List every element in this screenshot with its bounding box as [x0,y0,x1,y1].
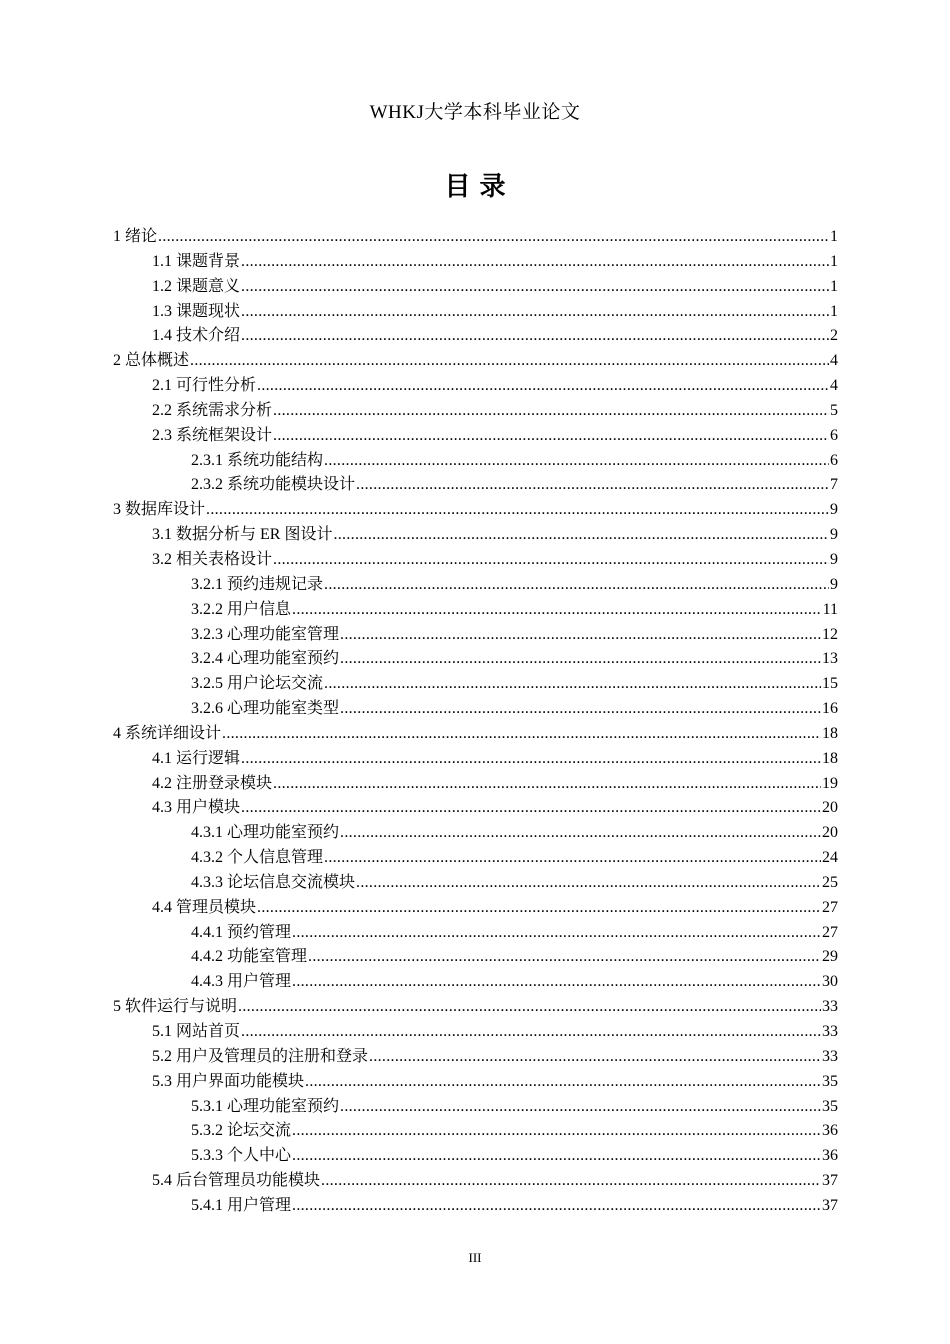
toc-dot-leader [241,796,821,821]
toc-dot-leader [273,548,829,573]
toc-entry-title: 1.4 技术介绍 [152,327,241,345]
toc-dot-leader [292,1194,821,1219]
toc-dot-leader [292,921,821,946]
toc-entry-page: 7 [830,476,838,494]
toc-entry[interactable] [113,449,838,474]
toc-dot-leader [292,1144,821,1169]
toc-entry-title: 1.1 课题背景 [152,252,241,270]
toc-entry-title: 3 数据库设计 [113,501,206,519]
toc-dot-leader [340,623,821,648]
toc-entry-title: 5.4.1 用户管理 [191,1196,292,1214]
toc-entry[interactable] [113,1070,838,1095]
toc-dot-leader [190,349,829,374]
toc-entry-page: 4 [830,352,838,370]
toc-entry-title: 2.2 系统需求分析 [152,401,273,419]
toc-entry[interactable] [113,995,838,1020]
toc-entry-page: 1 [830,252,838,270]
toc-entry-title: 2.3.2 系统功能模块设计 [191,476,356,494]
toc-entry-page: 6 [830,426,838,444]
toc-entry[interactable] [113,970,838,995]
toc-entry[interactable] [113,747,838,772]
toc-dot-leader [273,399,829,424]
toc-entry[interactable] [113,275,838,300]
toc-dot-leader [292,1119,821,1144]
toc-entry[interactable] [113,1169,838,1194]
toc-entry-page: 18 [822,724,838,742]
toc-entry-page: 27 [822,923,838,941]
toc-dot-leader [305,1070,821,1095]
toc-entry-page: 37 [822,1196,838,1214]
toc-entry-page: 11 [822,600,838,618]
toc-entry[interactable] [113,921,838,946]
toc-dot-leader [324,846,821,871]
toc-entry[interactable] [113,374,838,399]
toc-dot-leader [241,300,829,325]
toc-dot-leader [241,1020,821,1045]
toc-dot-leader [369,1045,821,1070]
toc-dot-leader [158,225,829,250]
toc-entry[interactable] [113,473,838,498]
toc-entry-page: 33 [822,998,838,1016]
toc-entry-title: 1 绪论 [113,228,158,245]
toc-entry[interactable] [113,846,838,871]
toc-entry-title: 2.3.1 系统功能结构 [191,451,324,469]
toc-dot-leader [340,647,821,672]
toc-dot-leader [292,598,822,623]
toc-dot-leader [324,449,829,474]
toc-entry-page: 1 [830,277,838,295]
toc-entry-title: 3.2.1 预约违规记录 [191,575,324,593]
toc-entry-title: 3.2.6 心理功能室类型 [191,700,340,718]
toc-entry-page: 36 [822,1147,838,1165]
toc-entry[interactable] [113,424,838,449]
toc-dot-leader [333,523,829,548]
toc-entry-page: 6 [830,451,838,469]
toc-entry-page: 37 [822,1172,838,1190]
toc-dot-leader [206,498,829,523]
toc-dot-leader [273,424,829,449]
toc-entry[interactable] [113,399,838,424]
toc-entry-page: 12 [822,625,838,643]
toc-entry-title: 5.2 用户及管理员的注册和登录 [152,1047,369,1065]
toc-entry-page: 9 [830,550,838,568]
toc-dot-leader [241,747,821,772]
toc-entry[interactable] [113,349,838,374]
toc-entry-title: 3.2 相关表格设计 [152,550,273,568]
toc-entry-title: 4.1 运行逻辑 [152,749,241,767]
toc-entry-title: 4.2 注册登录模块 [152,774,273,792]
toc-entry-page: 20 [822,824,838,842]
toc-dot-leader [324,573,829,598]
toc-entry[interactable] [113,821,838,846]
toc-entry-title: 4 系统详细设计 [113,724,222,742]
toc-entry-page: 16 [822,700,838,718]
toc-entry[interactable] [113,697,838,722]
toc-dot-leader [340,821,821,846]
toc-entry[interactable] [113,871,838,896]
toc-entry[interactable] [113,250,838,275]
toc-entry-page: 33 [822,1047,838,1065]
toc-entry-title: 4.4.1 预约管理 [191,923,292,941]
toc-dot-leader [324,672,821,697]
toc-entry[interactable] [113,498,838,523]
toc-entry-title: 2.1 可行性分析 [152,377,257,395]
toc-entry-title: 5.3.3 个人中心 [191,1147,292,1165]
toc-entry-page: 20 [822,799,838,817]
toc-entry-page: 5 [830,401,838,419]
table-of-contents [113,225,838,1219]
toc-entry[interactable] [113,945,838,970]
toc-entry[interactable] [113,623,838,648]
toc-entry[interactable] [113,896,838,921]
toc-entry-page: 1 [830,302,838,320]
toc-entry[interactable] [113,796,838,821]
toc-entry[interactable] [113,300,838,325]
toc-entry-page: 30 [822,973,838,991]
toc-entry[interactable] [113,523,838,548]
toc-entry-page: 19 [822,774,838,792]
toc-entry-page: 1 [830,228,838,245]
toc-dot-leader [321,1169,821,1194]
toc-entry-page: 15 [822,675,838,693]
toc-entry[interactable] [113,1095,838,1120]
toc-dot-leader [292,970,821,995]
toc-title: 目 录 [444,172,506,202]
toc-entry-title: 5 软件运行与说明 [113,998,238,1016]
toc-dot-leader [356,473,829,498]
toc-entry[interactable] [113,772,838,797]
toc-entry-title: 1.2 课题意义 [152,277,241,295]
toc-entry-title: 4.3.2 个人信息管理 [191,849,324,867]
toc-entry-title: 4.3.1 心理功能室预约 [191,824,340,842]
toc-entry-page: 27 [822,898,838,916]
toc-entry-page: 33 [822,1023,838,1040]
toc-entry-title: 3.2.3 心理功能室管理 [191,625,340,643]
toc-entry[interactable] [113,598,838,623]
toc-entry-title: 1.3 课题现状 [152,302,241,320]
toc-entry-page: 35 [822,1072,838,1090]
toc-entry[interactable] [113,1045,838,1070]
toc-dot-leader [308,945,821,970]
toc-entry-title: 3.2.4 心理功能室预约 [191,650,340,668]
toc-entry-title: 5.1 网站首页 [152,1023,241,1040]
toc-entry-page: 36 [822,1122,838,1140]
toc-entry-title: 4.4.2 功能室管理 [191,948,308,966]
toc-entry-title: 4.4.3 用户管理 [191,973,292,991]
toc-dot-leader [241,250,829,275]
toc-entry[interactable] [113,672,838,697]
toc-entry[interactable] [113,647,838,672]
toc-entry[interactable] [113,225,838,250]
toc-entry-page: 2 [830,327,838,345]
toc-entry-page: 9 [830,501,838,519]
toc-dot-leader [340,697,821,722]
toc-entry-page: 9 [830,526,838,544]
toc-dot-leader [238,995,821,1020]
toc-dot-leader [241,275,829,300]
toc-entry-page: 13 [822,650,838,668]
toc-entry-page: 24 [822,849,838,867]
toc-entry[interactable] [113,1194,838,1219]
running-header: WHKJ大学本科毕业论文 [369,102,581,123]
toc-entry-title: 3.2.5 用户论坛交流 [191,675,324,693]
toc-entry-title: 5.3.2 论坛交流 [191,1122,292,1140]
toc-entry-page: 18 [822,749,838,767]
toc-entry-title: 2.3 系统框架设计 [152,426,273,444]
page-number: III [468,1250,482,1265]
toc-entry[interactable] [113,573,838,598]
toc-dot-leader [241,324,829,349]
toc-entry-title: 5.4 后台管理员功能模块 [152,1172,321,1190]
toc-entry[interactable] [113,324,838,349]
toc-entry-page: 4 [830,377,838,395]
toc-entry-title: 3.2.2 用户信息 [191,600,292,618]
toc-dot-leader [222,722,821,747]
toc-dot-leader [257,374,829,399]
toc-entry-page: 35 [822,1097,838,1115]
toc-dot-leader [273,772,821,797]
toc-entry[interactable] [113,722,838,747]
toc-entry[interactable] [113,1119,838,1144]
toc-entry-title: 4.3 用户模块 [152,799,241,817]
toc-entry-title: 4.4 管理员模块 [152,898,257,916]
toc-entry[interactable] [113,1144,838,1169]
toc-entry[interactable] [113,548,838,573]
toc-entry-page: 29 [822,948,838,966]
toc-entry[interactable] [113,1020,838,1045]
toc-entry-page: 9 [830,575,838,593]
toc-dot-leader [340,1095,821,1120]
toc-entry-title: 5.3 用户界面功能模块 [152,1072,305,1090]
toc-dot-leader [257,896,821,921]
toc-dot-leader [356,871,821,896]
toc-entry-title: 2 总体概述 [113,352,190,370]
toc-entry-title: 4.3.3 论坛信息交流模块 [191,873,356,891]
toc-entry-page: 25 [822,873,838,891]
toc-entry-title: 3.1 数据分析与 ER 图设计 [152,526,333,544]
toc-entry-title: 5.3.1 心理功能室预约 [191,1097,340,1115]
